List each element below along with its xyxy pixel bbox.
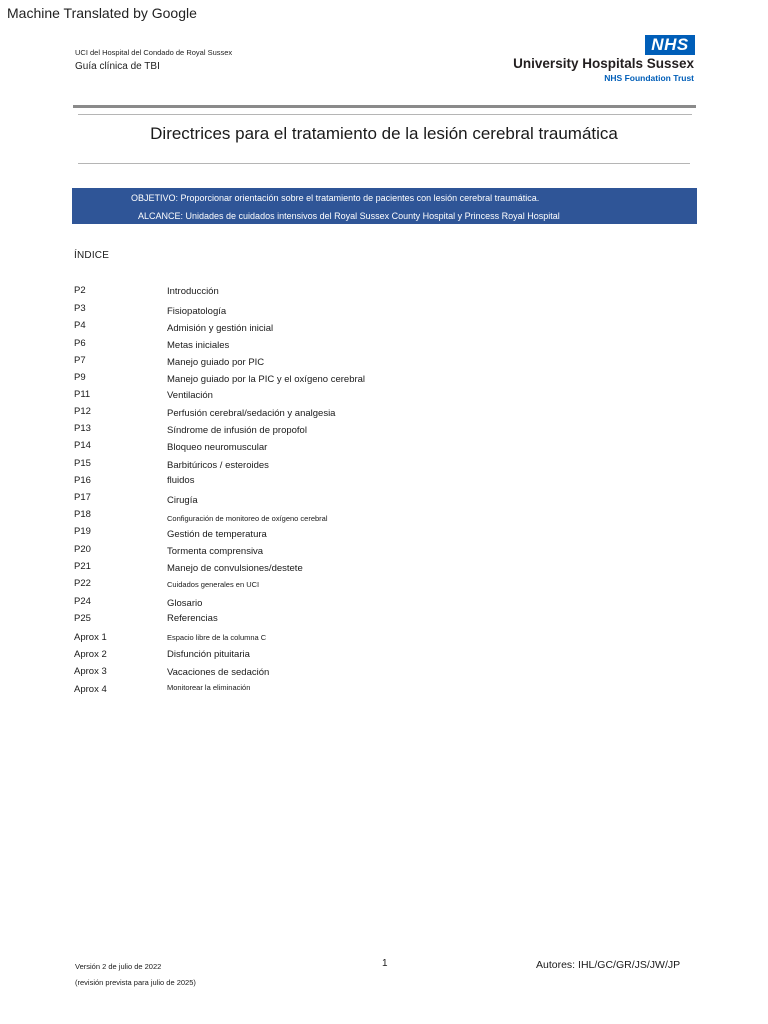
toc-title: Referencias bbox=[167, 613, 218, 624]
toc-title: Manejo guiado por PIC bbox=[167, 357, 265, 368]
toc-page: P14 bbox=[74, 440, 91, 451]
toc-page: P6 bbox=[74, 338, 86, 349]
machine-translation-banner: Machine Translated by Google bbox=[7, 5, 197, 21]
toc-title: Espacio libre de la columna C bbox=[167, 633, 267, 642]
scope-text: ALCANCE: Unidades de cuidados intensivos del Royal Sussex County Hospital y Princess Royal Hospital bbox=[138, 211, 560, 221]
index-heading: ÍNDICE bbox=[74, 250, 110, 261]
toc-title: Cirugía bbox=[167, 495, 198, 506]
toc-page: P16 bbox=[74, 475, 91, 486]
toc-title: Vacaciones de sedación bbox=[167, 667, 270, 678]
toc-title: Manejo guiado por la PIC y el oxígeno cerebral bbox=[167, 374, 366, 385]
toc-page: P25 bbox=[74, 613, 91, 624]
footer-review-date: (revisión prevista para julio de 2025) bbox=[75, 978, 196, 987]
toc-title: Perfusión cerebral/sedación y analgesia bbox=[167, 408, 336, 419]
header-divider bbox=[73, 105, 696, 108]
hospital-unit: UCI del Hospital del Condado de Royal Sussex bbox=[75, 48, 233, 57]
toc-page: P20 bbox=[74, 544, 91, 555]
toc-page: P12 bbox=[74, 406, 91, 417]
toc-title: Configuración de monitoreo de oxígeno cerebral bbox=[167, 514, 328, 523]
toc-title: Ventilación bbox=[167, 390, 213, 401]
toc-title: Cuidados generales en UCI bbox=[167, 580, 260, 589]
toc-page: P19 bbox=[74, 526, 91, 537]
document-title: Directrices para el tratamiento de la lesión cerebral traumática bbox=[150, 124, 618, 143]
toc-title: Disfunción pituitaria bbox=[167, 649, 250, 660]
toc-page: P2 bbox=[74, 285, 86, 296]
nhs-logo: NHS bbox=[645, 35, 695, 55]
header-divider-thin bbox=[78, 114, 692, 115]
toc-title: Manejo de convulsiones/destete bbox=[167, 563, 303, 574]
toc-title: Síndrome de infusión de propofol bbox=[167, 425, 307, 436]
toc-title: Glosario bbox=[167, 598, 203, 609]
toc-title: Metas iniciales bbox=[167, 340, 230, 351]
toc-title: fluidos bbox=[167, 475, 195, 486]
toc-title: Barbitúricos / esteroides bbox=[167, 460, 269, 471]
title-divider bbox=[78, 163, 690, 164]
trust-subtitle: NHS Foundation Trust bbox=[604, 73, 694, 83]
toc-title: Fisiopatología bbox=[167, 306, 227, 317]
toc-page: P22 bbox=[74, 578, 91, 589]
toc-title: Introducción bbox=[167, 286, 219, 297]
toc-title: Gestión de temperatura bbox=[167, 529, 267, 540]
footer-authors: Autores: IHL/GC/GR/JS/JW/JP bbox=[536, 959, 681, 971]
toc-page: P3 bbox=[74, 303, 86, 314]
toc-page: Aprox 4 bbox=[74, 684, 107, 695]
toc-page: P9 bbox=[74, 372, 86, 383]
toc-title: Bloqueo neuromuscular bbox=[167, 442, 268, 453]
toc-title: Tormenta comprensiva bbox=[167, 546, 264, 557]
toc-title: Monitorear la eliminación bbox=[167, 683, 251, 692]
toc-title: Admisión y gestión inicial bbox=[167, 323, 274, 334]
toc-page: P7 bbox=[74, 355, 86, 366]
toc-page: P21 bbox=[74, 561, 91, 572]
toc-page: P11 bbox=[74, 389, 91, 400]
toc-page: P4 bbox=[74, 320, 86, 331]
guide-name: Guía clínica de TBI bbox=[75, 61, 160, 72]
footer-version: Versión 2 de julio de 2022 bbox=[75, 962, 162, 971]
toc-page: P15 bbox=[74, 458, 91, 469]
trust-name: University Hospitals Sussex bbox=[513, 56, 694, 71]
toc-page: P18 bbox=[74, 509, 91, 520]
page-number: 1 bbox=[382, 958, 388, 969]
toc-page: P17 bbox=[74, 492, 91, 503]
toc-page: Aprox 3 bbox=[74, 666, 107, 677]
objective-text: OBJETIVO: Proporcionar orientación sobre el tratamiento de pacientes con lesión cerebral traumática. bbox=[131, 193, 540, 203]
toc-page: Aprox 1 bbox=[74, 632, 107, 643]
toc-page: P24 bbox=[74, 596, 91, 607]
toc-page: Aprox 2 bbox=[74, 649, 107, 660]
toc-page: P13 bbox=[74, 423, 91, 434]
